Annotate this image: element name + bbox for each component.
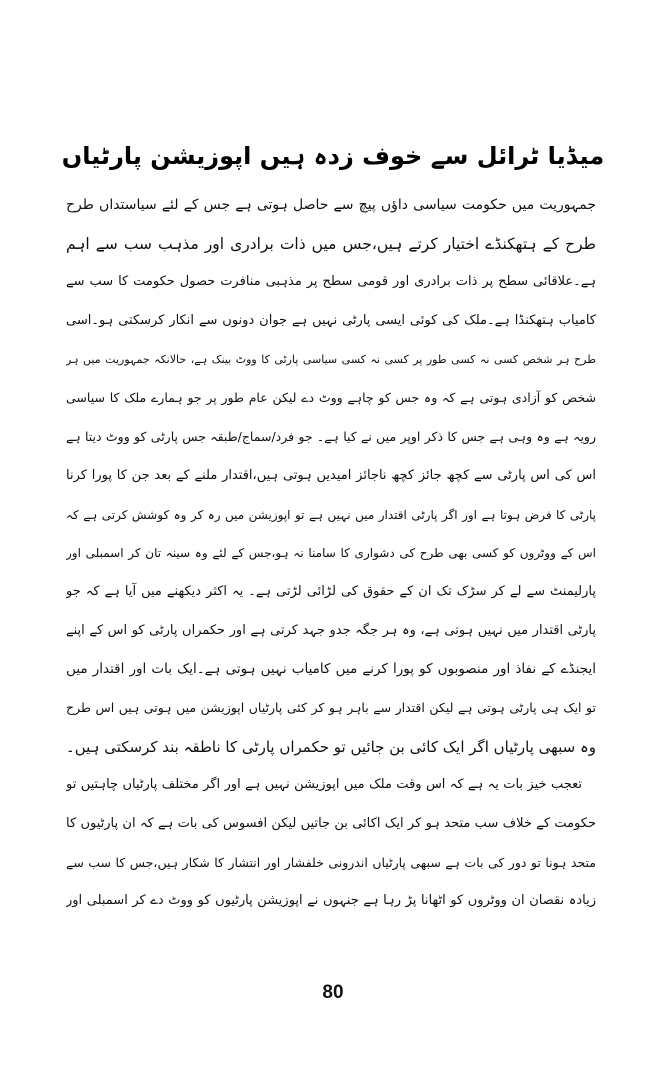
- text-line: وہ سبھی پارٹیاں اگر ایک کائی بن جائیں تو حکمراں پارٹی کا ناطقہ بند کرسکتی ہیں۔: [66, 737, 596, 756]
- text-line: طرح ہر شخص کسی نہ کسی طور پر کسی نہ کسی سیاسی پارٹی کا ووٹ بینک ہے، حالانکہ جمہوریت میں ہر: [66, 352, 596, 366]
- text-line: اس کے ووٹروں کو کسی بھی طرح کی دشواری کا سامنا نہ ہو،جس کے لئے وہ سینہ تان کر اسمبلی اور: [66, 546, 596, 561]
- article-body: [66, 186, 596, 921]
- text-line: حکومت کے خلاف سب متحد ہو کر ایک اکائی بن جاتیں لیکن افسوس کی بات ہے کہ ان پارٹیوں کا: [66, 816, 596, 831]
- text-line: کامیاب ہتھکنڈا ہے۔ملک کی کوئی ایسی پارٹی نہیں ہے جوان دونوں سے انکار کرسکتی ہو۔اسی: [66, 313, 596, 329]
- page-title: میڈیا ٹرائل سے خوف زدہ ہیں اپوزیشن پارٹیاں: [61, 142, 605, 170]
- text-line: رویہ ہے وہ وہی ہے جس کا ذکر اوپر میں نے کیا ہے۔ جو فرد/سماج/طبقہ جس پارٹی کو ووٹ دیتا ہے: [66, 429, 596, 445]
- text-line: تعجب خیز بات یہ ہے کہ اس وقت ملک میں اپوزیشن نہیں ہے اور اگر مختلف پارٹیاں چاہتیں تو: [66, 777, 582, 793]
- text-line: جمہوریت میں حکومت سیاسی داؤں پیچ سے حاصل ہوتی ہے جس کے لئے سیاستداں طرح: [66, 197, 596, 213]
- text-line: ہے۔علاقائی سطح پر ذات برادری اور قومی سطح پر مذہبی منافرت حصول حکومت کا سب سے: [66, 274, 596, 290]
- text-line: شخص کو آزادی ہوتی ہے کہ وہ جس کو چاہے ووٹ دے لیکن عام طور پر جو ہمارے ملک کا سیاسی: [66, 390, 596, 406]
- text-line: زیادہ نقصان ان ووٹروں کو اٹھانا پڑ رہا ہے جنہوں نے اپوزیشن پارٹیوں کو ووٹ دے کر اسمبلی اور: [66, 893, 596, 909]
- text-line: اس کی اس پارٹی سے کچھ جائز کچھ ناجائز امیدیں ہوتی ہیں،اقتدار ملنے کے بعد جن کا پورا کرنا: [66, 467, 596, 483]
- page-number: 80: [322, 982, 344, 1003]
- text-line: ایجنڈے کے نفاذ اور منصوبوں کو پورا کرنے میں کامیاب نہیں ہوتی ہے۔ایک بات اور اقتدار میں: [66, 661, 596, 678]
- text-line: پارٹی کا فرض ہوتا ہے اور اگر پارٹی اقتدار میں نہیں ہے تو اپوزیشن میں رہ کر وہ کوشش کرتی ہے کہ: [66, 507, 596, 522]
- text-line: متحد ہونا تو دور کی بات ہے سبھی پارٹیاں اندرونی خلفشار اور انتشار کا شکار ہیں،جس کا سب سے: [66, 854, 596, 870]
- text-line: پارٹی اقتدار میں نہیں ہوتی ہے، وہ ہر جگہ جدو جہد کرتی ہے اور حکمراں پارٹی کو اس کے اپنے: [66, 622, 596, 638]
- text-line: طرح کے ہتھکنڈے اختیار کرتے ہیں،جس میں ذات برادری اور مذہب سب سے اہم: [66, 234, 596, 253]
- text-line: پارلیمنٹ سے لے کر سڑک تک ان کے حقوق کی لڑائی لڑتی ہے۔ یہ اکثر دیکھنے میں آیا ہے کہ جو: [66, 583, 596, 599]
- text-line: تو ایک ہی پارٹی ہوتی ہے لیکن اقتدار سے باہر ہو کر کئی پارٹیاں اپوزیشن میں ہوتی ہیں اس طرح: [66, 699, 596, 715]
